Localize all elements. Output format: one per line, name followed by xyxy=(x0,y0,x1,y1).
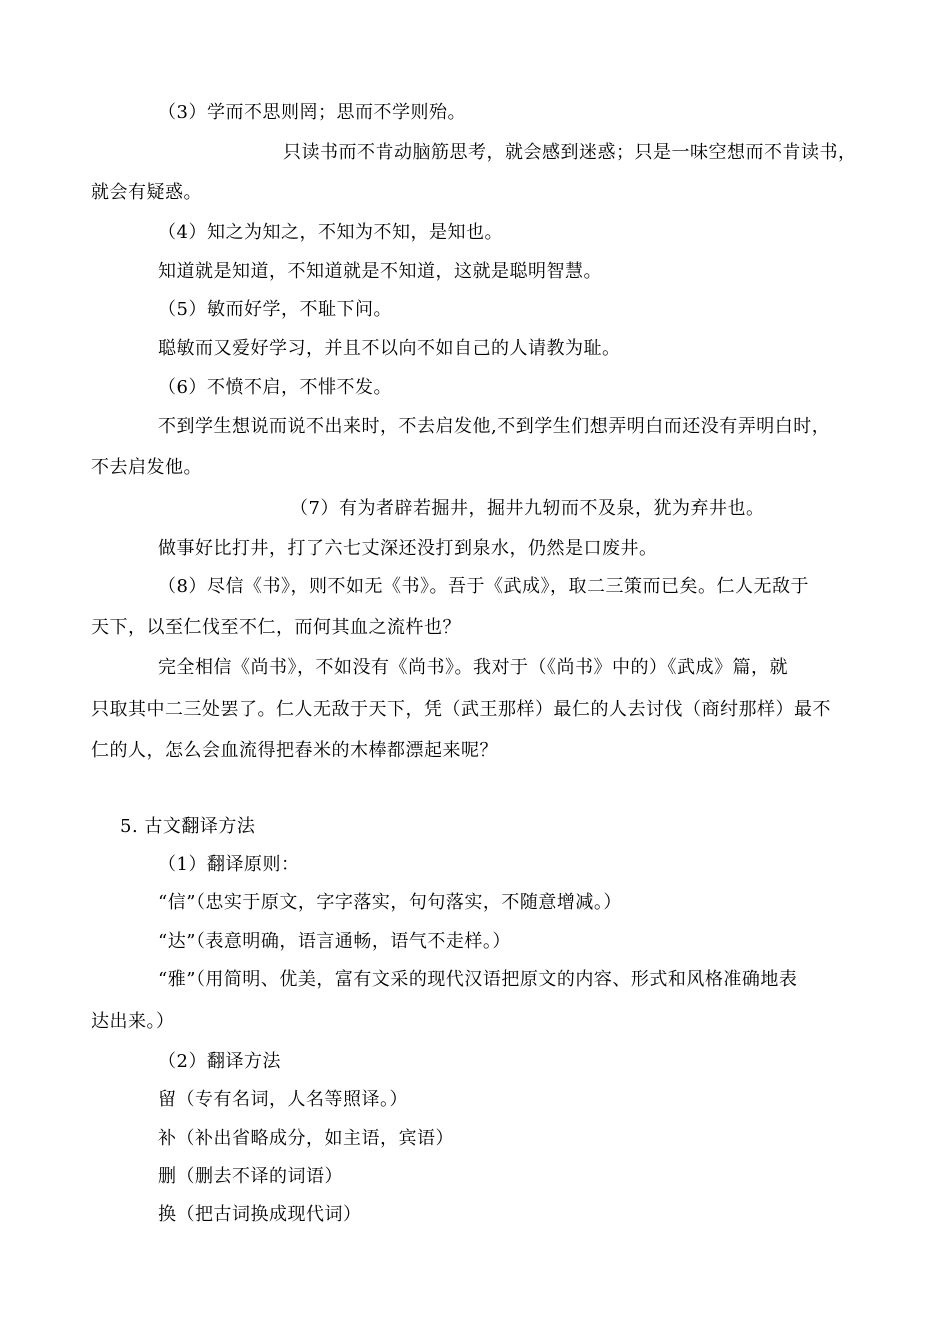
item-8-original-line-2: 天下，以至仁伐至不仁，而何其血之流杵也？ xyxy=(91,617,461,638)
item-6-original: （6）不愤不启，不悱不发。 xyxy=(158,377,392,398)
item-3-translation-line-2: 就会有疑惑。 xyxy=(91,182,202,203)
item-8-translation-line-3: 仁的人，怎么会血流得把舂米的木棒都漂起来呢？ xyxy=(91,740,498,761)
translation-methods-heading: （2）翻译方法 xyxy=(158,1051,281,1072)
item-5-original: （5）敏而好学，不耻下问。 xyxy=(158,299,392,320)
item-8-translation-line-2: 只取其中二三处罢了。仁人无敌于天下，凭（武王那样）最仁的人去讨伐（商纣那样）最不 xyxy=(91,699,831,720)
section-5-heading: 5. 古文翻译方法 xyxy=(120,816,256,837)
item-3-original: （3）学而不思则罔；思而不学则殆。 xyxy=(158,102,466,123)
translation-principles-heading: （1）翻译原则： xyxy=(158,854,300,875)
principle-da: “达”（表意明确，语言通畅，语气不走样。） xyxy=(158,931,511,952)
item-3-translation-line-1: 只读书而不肯动脑筋思考，就会感到迷惑；只是一味空想而不肯读书， xyxy=(283,142,857,163)
item-6-translation-line-2: 不去启发他。 xyxy=(91,457,202,478)
item-8-original-line-1: （8）尽信《书》，则不如无《书》。吾于《武成》，取二三策而已矣。仁人无敌于 xyxy=(158,576,809,597)
item-7-original: （7）有为者辟若掘井，掘井九轫而不及泉，犹为弃井也。 xyxy=(290,498,765,519)
principle-xin: “信”（忠实于原文，字字落实，句句落实，不随意增减。） xyxy=(158,892,622,913)
item-4-translation: 知道就是知道，不知道就是不知道，这就是聪明智慧。 xyxy=(158,261,602,282)
item-7-translation: 做事好比打井，打了六七丈深还没打到泉水，仍然是口废井。 xyxy=(158,538,658,559)
method-liu: 留（专有名词，人名等照译。） xyxy=(158,1089,408,1110)
principle-ya-line-1: “雅”（用简明、优美，富有文采的现代汉语把原文的内容、形式和风格准确地表 xyxy=(158,969,798,990)
principle-ya-line-2: 达出来。） xyxy=(91,1011,175,1032)
item-6-translation-line-1: 不到学生想说而说不出来时，不去启发他,不到学生们想弄明白而还没有弄明白时， xyxy=(158,416,831,437)
method-bu: 补（补出省略成分，如主语，宾语） xyxy=(158,1128,454,1149)
method-huan: 换（把古词换成现代词） xyxy=(158,1204,362,1225)
method-shan: 删（删去不译的词语） xyxy=(158,1166,343,1187)
item-8-translation-line-1: 完全相信《尚书》，不如没有《尚书》。我对于（《尚书》中的）《武成》篇，就 xyxy=(158,657,788,678)
item-5-translation: 聪敏而又爱好学习，并且不以向不如自己的人请教为耻。 xyxy=(158,338,621,359)
item-4-original: （4）知之为知之，不知为不知，是知也。 xyxy=(158,222,503,243)
